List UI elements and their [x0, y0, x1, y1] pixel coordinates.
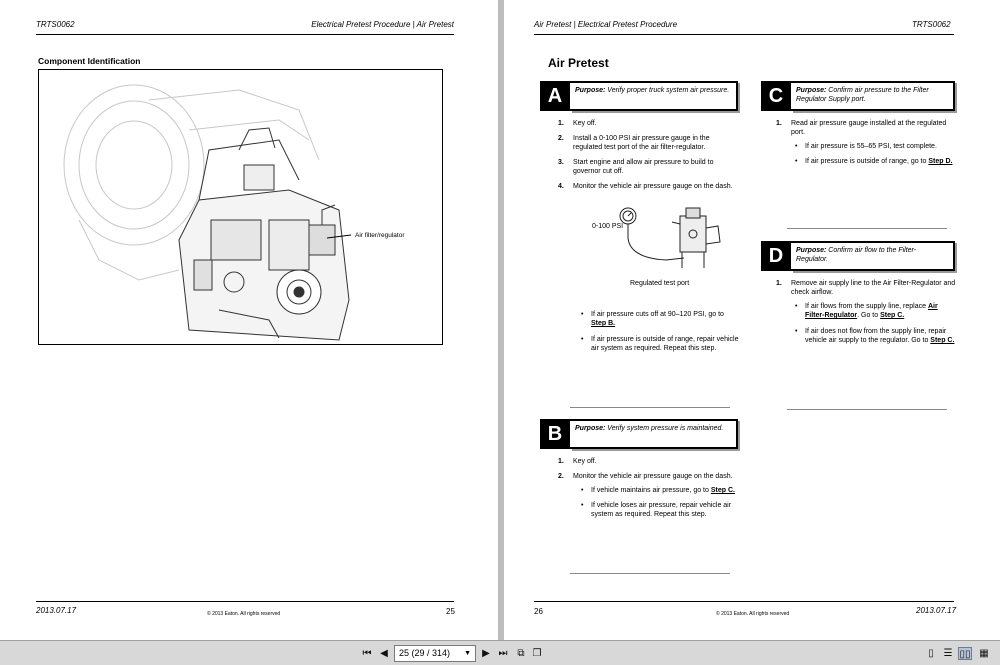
header-rule — [36, 34, 454, 35]
last-page-icon[interactable]: ⏭ — [498, 648, 508, 659]
copyright-text: © 2013 Eaton. All rights reserved — [716, 611, 790, 617]
step-d-purpose — [791, 241, 955, 271]
page-number: 25 — [446, 607, 455, 616]
single-page-icon[interactable]: ▯ — [928, 648, 934, 659]
copy-icon[interactable]: ❐ — [532, 648, 542, 659]
two-page-continuous-icon[interactable]: ▦ — [979, 648, 989, 659]
gauge-illustration — [586, 198, 736, 278]
port-label: Regulated test port — [630, 280, 690, 287]
callout-label: Air filter/regulator — [355, 232, 405, 239]
purpose-text: Verify proper truck system air pressure. — [607, 87, 730, 94]
step-c-link[interactable]: Step C. — [930, 337, 955, 344]
footer-rule — [36, 601, 454, 602]
gauge-label: 0-100 PSI — [592, 223, 624, 230]
header-doc-code: TRTS0062 — [36, 20, 75, 29]
page-select-value: 25 (29 / 314) — [399, 648, 451, 658]
step-d-bullet-1: • If air flows from the supply line, replace Air Filter-Regulator. Go to Step C. — [795, 302, 955, 320]
footer-date: 2013.07.17 — [916, 606, 957, 615]
purpose-label: Purpose: — [575, 87, 606, 94]
copyright-text: © 2013 Eaton. All rights reserved — [207, 611, 281, 617]
next-page-icon[interactable]: ▶ — [482, 648, 490, 659]
step-c-purpose — [791, 81, 955, 111]
step-b-instructions — [558, 457, 738, 487]
purpose-text: Confirm air pressure to the Filter Regulator Supply port. — [796, 87, 929, 103]
step-d-letter: D — [761, 241, 791, 271]
step-b-link[interactable]: Step B. — [591, 320, 616, 327]
step-b-purpose — [570, 419, 738, 449]
list-item: 1. Key off. — [558, 120, 597, 127]
step-d-link[interactable]: Step D. — [928, 158, 953, 165]
step-c-bullet-1: • If air pressure is 55–65 PSI, test complete. — [795, 142, 955, 151]
previous-page-icon[interactable]: ◀ — [380, 648, 388, 659]
list-item: 4. Monitor the vehicle air pressure gauge on the dash. — [558, 183, 733, 190]
purpose-text: Confirm air flow to the Filter-Regulator. — [796, 247, 917, 263]
step-a-bullet-1: • If air pressure cuts off at 90–120 PSI, go to Step B. — [581, 310, 741, 328]
transmission-illustration — [39, 70, 443, 345]
first-page-icon[interactable]: ⏮ — [362, 648, 372, 659]
purpose-label: Purpose: — [575, 425, 606, 432]
step-b-letter: B — [540, 419, 570, 449]
step-d-bullet-2: • If air does not flow from the supply line, repair vehicle air supply to the regulator. Go to Step C. — [795, 327, 955, 345]
step-separator — [787, 228, 947, 229]
list-item: 3. Start engine and allow air pressure to build to governor cut off. — [558, 159, 714, 175]
step-a-letter: A — [540, 81, 570, 111]
step-separator — [570, 407, 730, 408]
step-c-bullet-2: • If air pressure is outside of range, go to Step D. — [795, 157, 955, 166]
header-doc-code: TRTS0062 — [912, 20, 951, 29]
step-c-link[interactable]: Step C. — [710, 487, 735, 494]
step-b-bullet-2: • If vehicle loses air pressure, repair vehicle air system as required. Repeat this step. — [581, 501, 741, 519]
list-item: 2. Install a 0-100 PSI air pressure gauge in the regulated test port of the air filter-regulator. — [558, 135, 710, 151]
purpose-label: Purpose: — [796, 87, 827, 94]
footer-date: 2013.07.17 — [36, 606, 77, 615]
page-number: 26 — [534, 607, 543, 616]
step-separator — [787, 409, 947, 410]
step-d-instructions — [776, 279, 956, 303]
footer-rule — [534, 601, 954, 602]
step-c-letter: C — [761, 81, 791, 111]
air-filter-regulator-link[interactable]: Air Filter-Regulator — [805, 303, 938, 319]
two-page-icon[interactable]: ▯▯ — [959, 649, 971, 660]
right-page — [504, 0, 1000, 640]
list-item: 1. Read air pressure gauge installed at the regulated port. — [776, 120, 947, 136]
step-c-instructions — [776, 119, 956, 143]
purpose-text: Verify system pressure is maintained. — [607, 425, 724, 432]
continuous-page-icon[interactable]: ☰ — [943, 648, 953, 659]
step-b-bullet-1: • If vehicle maintains air pressure, go to Step C. — [581, 486, 741, 495]
list-item: 2. Monitor the vehicle air pressure gauge on the dash. — [558, 473, 733, 480]
section-title: Component Identification — [38, 56, 141, 66]
chevron-down-icon: ▼ — [464, 650, 471, 657]
component-figure — [38, 69, 443, 345]
list-item: 1. Key off. — [558, 458, 597, 465]
purpose-label: Purpose: — [796, 247, 827, 254]
step-separator — [570, 573, 730, 574]
page-title: Air Pretest — [548, 56, 609, 70]
page-select[interactable] — [394, 645, 476, 662]
header-rule — [534, 34, 954, 35]
header-section: Electrical Pretest Procedure | Air Pretest — [311, 20, 454, 29]
step-a-purpose — [570, 81, 738, 111]
list-item: 1. Remove air supply line to the Air Filter-Regulator and check airflow. — [776, 280, 956, 296]
step-a-instructions — [558, 119, 738, 197]
step-a-bullet-2: • If air pressure is outside of range, repair vehicle air system as required. Repeat this step. — [581, 335, 741, 353]
viewer-toolbar — [0, 640, 1000, 665]
left-page — [0, 0, 498, 640]
rotate-icon[interactable]: ⧉ — [517, 648, 525, 659]
step-c-link[interactable]: Step C. — [880, 312, 905, 319]
header-section: Air Pretest | Electrical Pretest Procedure — [534, 20, 678, 29]
